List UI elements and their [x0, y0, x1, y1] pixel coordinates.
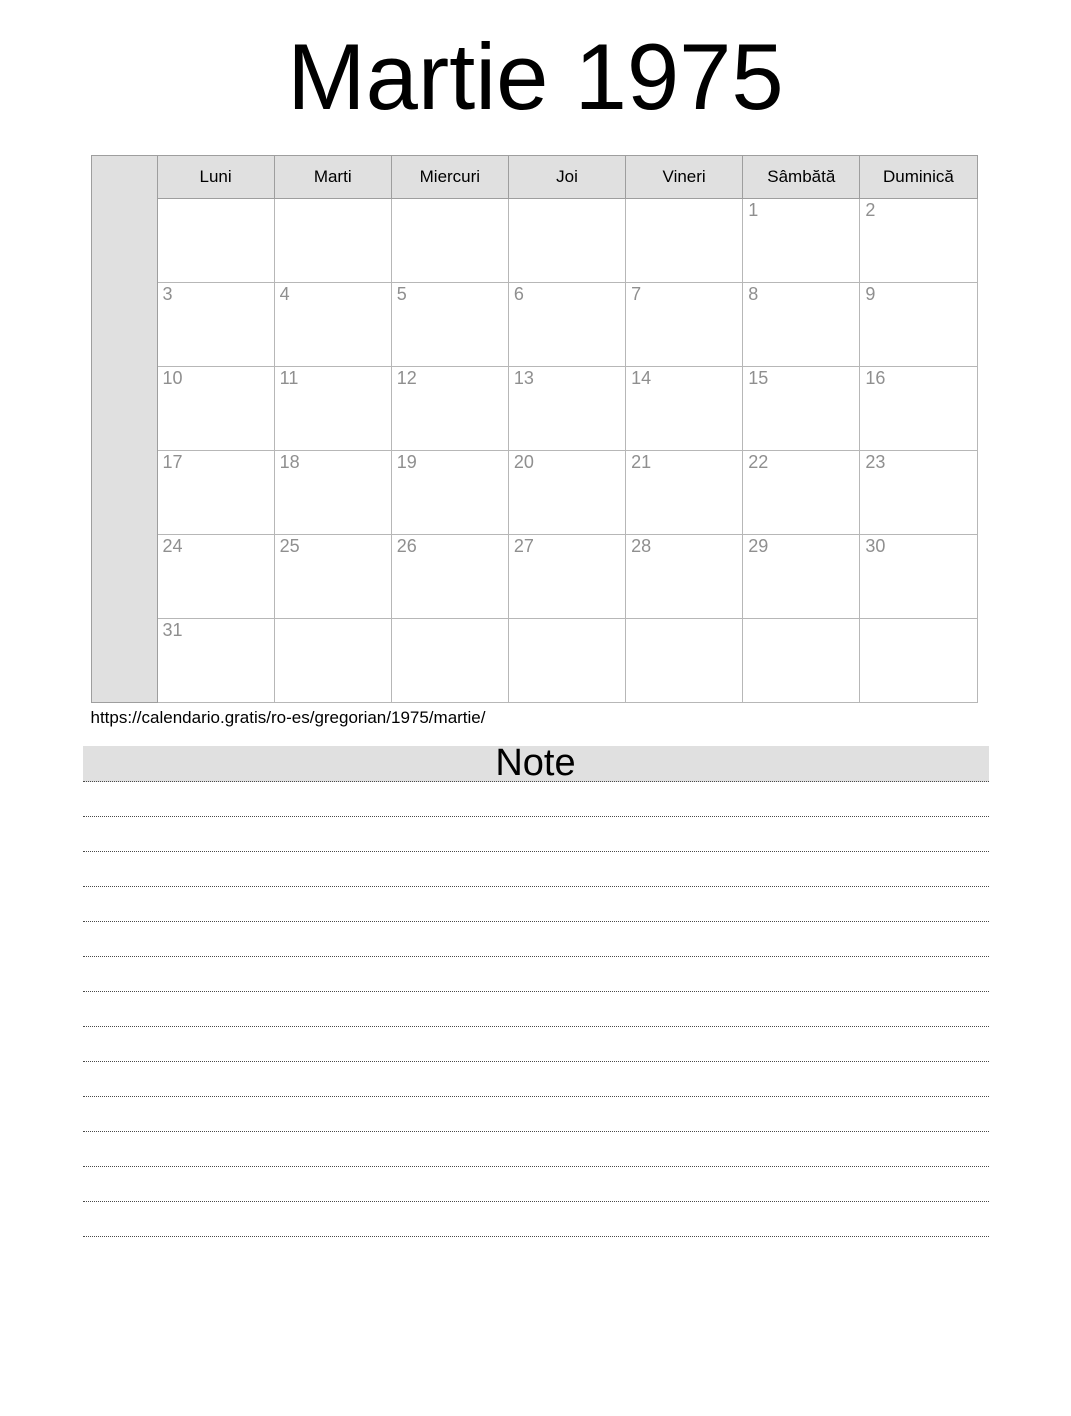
day-cell-23: 23	[860, 451, 977, 535]
day-cell-28: 28	[626, 535, 743, 619]
weekday-header-5: Vineri	[626, 156, 743, 199]
weekday-header-1: Luni	[157, 156, 274, 199]
day-cell-empty	[391, 619, 508, 703]
calendar-week-row	[91, 367, 977, 451]
note-line	[83, 1097, 989, 1132]
weekday-header-row	[91, 156, 977, 199]
day-cell-30: 30	[860, 535, 977, 619]
day-cell-15: 15	[743, 367, 860, 451]
calendar-url: https://calendario.gratis/ro-es/gregorian/1975/martie/	[90, 708, 486, 727]
day-cell-empty	[508, 619, 625, 703]
day-cell-12: 12	[391, 367, 508, 451]
day-cell-14: 14	[626, 367, 743, 451]
day-cell-20: 20	[508, 451, 625, 535]
note-line	[83, 1202, 989, 1237]
note-line	[83, 817, 989, 852]
day-cell-21: 21	[626, 451, 743, 535]
day-cell-8: 8	[743, 283, 860, 367]
weekday-header-7: Duminică	[860, 156, 977, 199]
calendar-week-row	[91, 451, 977, 535]
day-cell-empty	[508, 199, 625, 283]
day-cell-1: 1	[743, 199, 860, 283]
day-cell-22: 22	[743, 451, 860, 535]
note-line	[83, 992, 989, 1027]
calendar-wrapper	[91, 155, 989, 703]
day-cell-empty	[274, 619, 391, 703]
note-line	[83, 1062, 989, 1097]
day-cell-25: 25	[274, 535, 391, 619]
day-cell-empty	[157, 199, 274, 283]
day-cell-empty	[860, 619, 977, 703]
day-cell-empty	[743, 619, 860, 703]
notes-lines	[83, 782, 989, 1237]
weekday-header-2: Marti	[274, 156, 391, 199]
weekday-header-6: Sâmbătă	[743, 156, 860, 199]
note-line	[83, 957, 989, 992]
note-line	[83, 852, 989, 887]
page-title: Martie 1975	[287, 24, 784, 129]
weekday-header-3: Miercuri	[391, 156, 508, 199]
day-cell-29: 29	[743, 535, 860, 619]
day-cell-5: 5	[391, 283, 508, 367]
day-cell-6: 6	[508, 283, 625, 367]
day-cell-26: 26	[391, 535, 508, 619]
note-line	[83, 922, 989, 957]
day-cell-27: 27	[508, 535, 625, 619]
day-cell-7: 7	[626, 283, 743, 367]
notes-header	[83, 742, 989, 784]
note-line	[83, 1132, 989, 1167]
day-cell-empty	[391, 199, 508, 283]
calendar-week-row	[91, 283, 977, 367]
calendar-week-row	[91, 199, 977, 283]
day-cell-18: 18	[274, 451, 391, 535]
day-cell-31: 31	[157, 619, 274, 703]
day-cell-16: 16	[860, 367, 977, 451]
notes-section	[83, 742, 989, 1237]
day-cell-4: 4	[274, 283, 391, 367]
note-line	[83, 1167, 989, 1202]
calendar-week-row	[91, 619, 977, 703]
day-cell-3: 3	[157, 283, 274, 367]
day-cell-13: 13	[508, 367, 625, 451]
notes-title: Note	[495, 742, 576, 784]
day-cell-11: 11	[274, 367, 391, 451]
day-cell-24: 24	[157, 535, 274, 619]
day-cell-17: 17	[157, 451, 274, 535]
day-cell-empty	[626, 619, 743, 703]
calendar-table	[91, 155, 978, 703]
calendar-week-row	[91, 535, 977, 619]
day-cell-10: 10	[157, 367, 274, 451]
day-cell-2: 2	[860, 199, 977, 283]
calendar-body	[91, 156, 977, 703]
note-line	[83, 887, 989, 922]
day-cell-empty	[626, 199, 743, 283]
page-container	[83, 24, 989, 1237]
day-cell-9: 9	[860, 283, 977, 367]
day-cell-empty	[274, 199, 391, 283]
note-line	[83, 782, 989, 817]
week-number-column	[91, 156, 157, 703]
note-line	[83, 1027, 989, 1062]
weekday-header-4: Joi	[508, 156, 625, 199]
day-cell-19: 19	[391, 451, 508, 535]
